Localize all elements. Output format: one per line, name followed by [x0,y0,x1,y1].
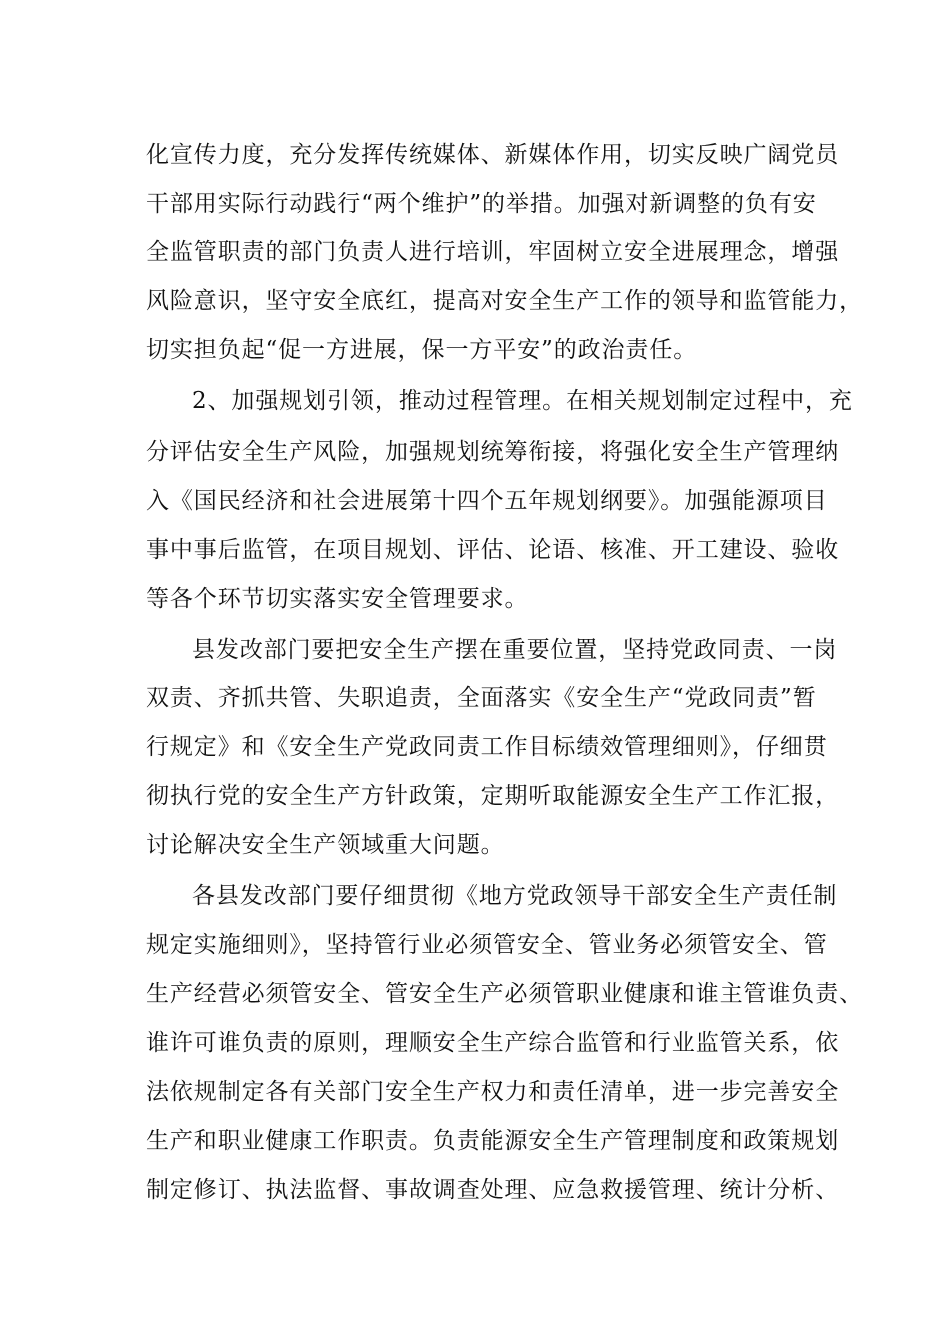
paragraph-line: 等各个环节切实落实安全管理要求。 [146,586,529,612]
paragraph-line: 全监管职责的部门负责人进行培训，牢固树立安全进展理念，增强 [146,239,840,265]
paragraph-line: 2、加强规划引领，推动过程管理。在相关规划制定过程中，充 [192,388,853,414]
paragraph-line: 县发改部门要把安全生产摆在重要位置，坚持党政同责、一岗 [192,637,838,663]
paragraph-line: 制定修订、执法监督、事故调查处理、应急救援管理、统计分析、 [146,1177,840,1203]
paragraph-line: 切实担负起“促一方进展，保一方平安”的政治责任。 [146,337,698,363]
paragraph-line: 化宣传力度，充分发挥传统媒体、新媒体作用，切实反映广阔党员 [146,142,840,168]
paragraph-line: 讨论解决安全生产领域重大问题。 [146,832,505,858]
paragraph-line: 彻执行党的安全生产方针政策，定期听取能源安全生产工作汇报， [146,783,840,809]
paragraph-line: 各县发改部门要仔细贯彻《地方党政领导干部安全生产责任制 [192,883,838,909]
paragraph-line: 生产经营必须管安全、管安全生产必须管职业健康和谁主管谁负责、 [146,981,863,1007]
paragraph-line: 事中事后监管，在项目规划、评估、论语、核准、开工建设、验收 [146,537,840,563]
paragraph-line: 谁许可谁负责的原则，理顺安全生产综合监管和行业监管关系，依 [146,1030,840,1056]
paragraph-line: 风险意识，坚守安全底红，提高对安全生产工作的领导和监管能力， [146,288,863,314]
paragraph-line: 行规定》和《安全生产党政同责工作目标绩效管理细则》，仔细贯 [146,734,828,760]
paragraph-line: 分评估安全生产风险，加强规划统筹衔接，将强化安全生产管理纳 [146,439,840,465]
paragraph-line: 生产和职业健康工作职责。负责能源安全生产管理制度和政策规划 [146,1128,840,1154]
paragraph-line: 法依规制定各有关部门安全生产权力和责任清单，进一步完善安全 [146,1079,840,1105]
paragraph-line: 干部用实际行动践行“两个维护”的举措。加强对新调整的负有安 [146,191,817,217]
paragraph-line: 入《国民经济和社会进展第十四个五年规划纲要》。加强能源项目 [146,488,828,514]
paragraph-line: 规定实施细则》，坚持管行业必须管安全、管业务必须管安全、管 [146,932,828,958]
paragraph-line: 双责、齐抓共管、失职追责，全面落实《安全生产“党政同责”暂 [146,685,817,711]
